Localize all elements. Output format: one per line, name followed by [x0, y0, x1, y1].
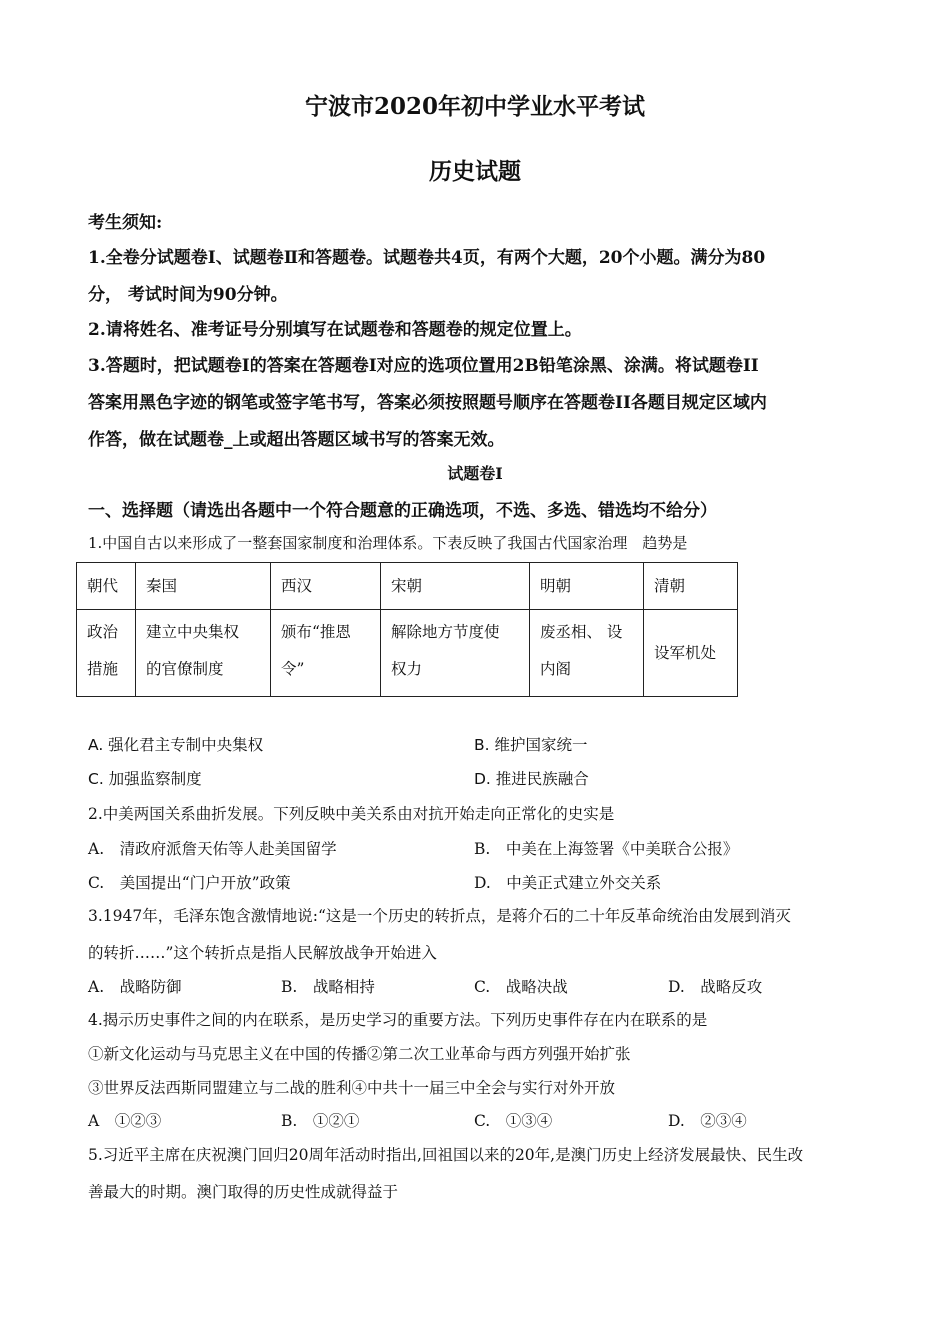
- table-cell-line: 令”: [281, 660, 305, 678]
- table-header-cell: 西汉: [271, 563, 381, 610]
- table-cell: [381, 610, 530, 697]
- q5-stem-2: 善最大的时期。澳门取得的历史性成就得益于: [88, 1183, 399, 1201]
- table-cell: [644, 610, 738, 697]
- q2-option-a[interactable]: A. 清政府派詹天佑等人赴美国留学: [88, 840, 337, 858]
- q3-option-d[interactable]: D. 战略反攻: [668, 978, 763, 996]
- q2-stem: 2.中美两国关系曲折发展。下列反映中美关系由对抗开始走向正常化的史实是: [88, 805, 615, 823]
- q3-stem: 3.1947年，毛泽东饱含激情地说:“这是一个历史的转折点，是蒋介石的二十年反革命统治由发展到消灭: [88, 907, 791, 925]
- q5-stem: 5.习近平主席在庆祝澳门回归20周年活动时指出,回祖国以来的20年,是澳门历史上经济发展最快、民生改: [88, 1146, 804, 1164]
- table-header-row: [77, 563, 738, 610]
- table-cell: [271, 610, 381, 697]
- q1-option-d[interactable]: D. 推进民族融合: [474, 770, 589, 788]
- table-cell-line: 权力: [391, 660, 423, 678]
- q3-option-b[interactable]: B. 战略相持: [281, 978, 375, 996]
- q1-table: [76, 562, 738, 697]
- section-label: 试题卷I: [447, 464, 503, 483]
- table-cell: [136, 610, 271, 697]
- q2-option-c[interactable]: C. 美国提出“门户开放”政策: [88, 874, 291, 892]
- notice-line-1: 1.全卷分试题卷I、试题卷Ⅱ和答题卷。试题卷共4页，有两个大题，20个小题。满分为80: [88, 248, 766, 268]
- table-cell-line: 设军机处: [654, 643, 717, 662]
- q4-stem: 4.揭示历史事件之间的内在联系，是历史学习的重要方法。下列历史事件存在内在联系的是: [88, 1011, 708, 1029]
- q4-option-b[interactable]: B. ①②①: [281, 1112, 360, 1130]
- q1-option-b[interactable]: B. 维护国家统一: [474, 736, 588, 754]
- section-heading: 一、选择题（请选出各题中一个符合题意的正确选项，不选、多选、错选均不给分）: [88, 501, 717, 521]
- q3-option-a[interactable]: A. 战略防御: [88, 978, 182, 996]
- q4-line-3: ③世界反法西斯同盟建立与二战的胜利④中共十一届三中全会与实行对外开放: [88, 1079, 616, 1097]
- table-cell-line: 的官僚制度: [146, 660, 224, 678]
- notice-line-3: 3.答题时，把试题卷I的答案在答题卷I对应的选项位置用2B铅笔涂黑、涂满。将试题卷II: [88, 356, 759, 376]
- q3-stem-2: 的转折……”这个转折点是指人民解放战争开始进入: [88, 944, 437, 962]
- table-row-label: [77, 610, 136, 697]
- table-header-cell: 朝代: [77, 563, 136, 610]
- table-header-cell: 宋朝: [381, 563, 530, 610]
- q4-line-2: ①新文化运动与马克思主义在中国的传播②第二次工业革命与西方列强开始扩张: [88, 1045, 631, 1063]
- q3-option-c[interactable]: C. 战略决战: [474, 978, 568, 996]
- table-cell-line: 政治: [87, 623, 119, 641]
- table-cell-line: 建立中央集权: [146, 623, 240, 641]
- table-cell-line: 颁布“推恩: [281, 623, 351, 641]
- notice-line-2: 2.请将姓名、准考证号分别填写在试题卷和答题卷的规定位置上。: [88, 320, 582, 340]
- q4-option-a[interactable]: A ①②③: [88, 1112, 162, 1130]
- q2-option-d[interactable]: D. 中美正式建立外交关系: [474, 874, 662, 892]
- q1-option-c[interactable]: C. 加强监察制度: [88, 770, 202, 788]
- exam-title: 宁波市2020年初中学业水平考试: [304, 93, 645, 120]
- table-cell-line: 措施: [87, 660, 119, 678]
- table-cell-line: 解除地方节度使: [391, 623, 500, 641]
- table-cell: [530, 610, 644, 697]
- q1-option-a[interactable]: A. 强化君主专制中央集权: [88, 736, 264, 754]
- q4-option-d[interactable]: D. ②③④: [668, 1112, 747, 1130]
- q4-option-c[interactable]: C. ①③④: [474, 1112, 553, 1130]
- q2-option-b[interactable]: B. 中美在上海签署《中美联合公报》: [474, 840, 739, 858]
- table-row: [77, 610, 738, 697]
- table-header-cell: 秦国: [136, 563, 271, 610]
- notice-line-3c: 作答，做在试题卷_上或超出答题区域书写的答案无效。: [88, 430, 505, 450]
- notice-line-1b: 分， 考试时间为90分钟。: [88, 285, 288, 305]
- table-header-cell: 明朝: [530, 563, 644, 610]
- notice-heading: 考生须知:: [88, 213, 163, 233]
- table-cell-line: 废丞相、 设: [540, 623, 623, 641]
- table-header-cell: 清朝: [644, 563, 738, 610]
- exam-subtitle: 历史试题: [429, 158, 521, 185]
- table-cell-line: 内阁: [540, 660, 572, 678]
- q1-stem: 1.中国自古以来形成了一整套国家制度和治理体系。下表反映了我国古代国家治理 趋势是: [88, 534, 688, 552]
- notice-line-3b: 答案用黑色字迹的钢笔或签字笔书写，答案必须按照题号顺序在答题卷II各题目规定区域内: [88, 393, 767, 413]
